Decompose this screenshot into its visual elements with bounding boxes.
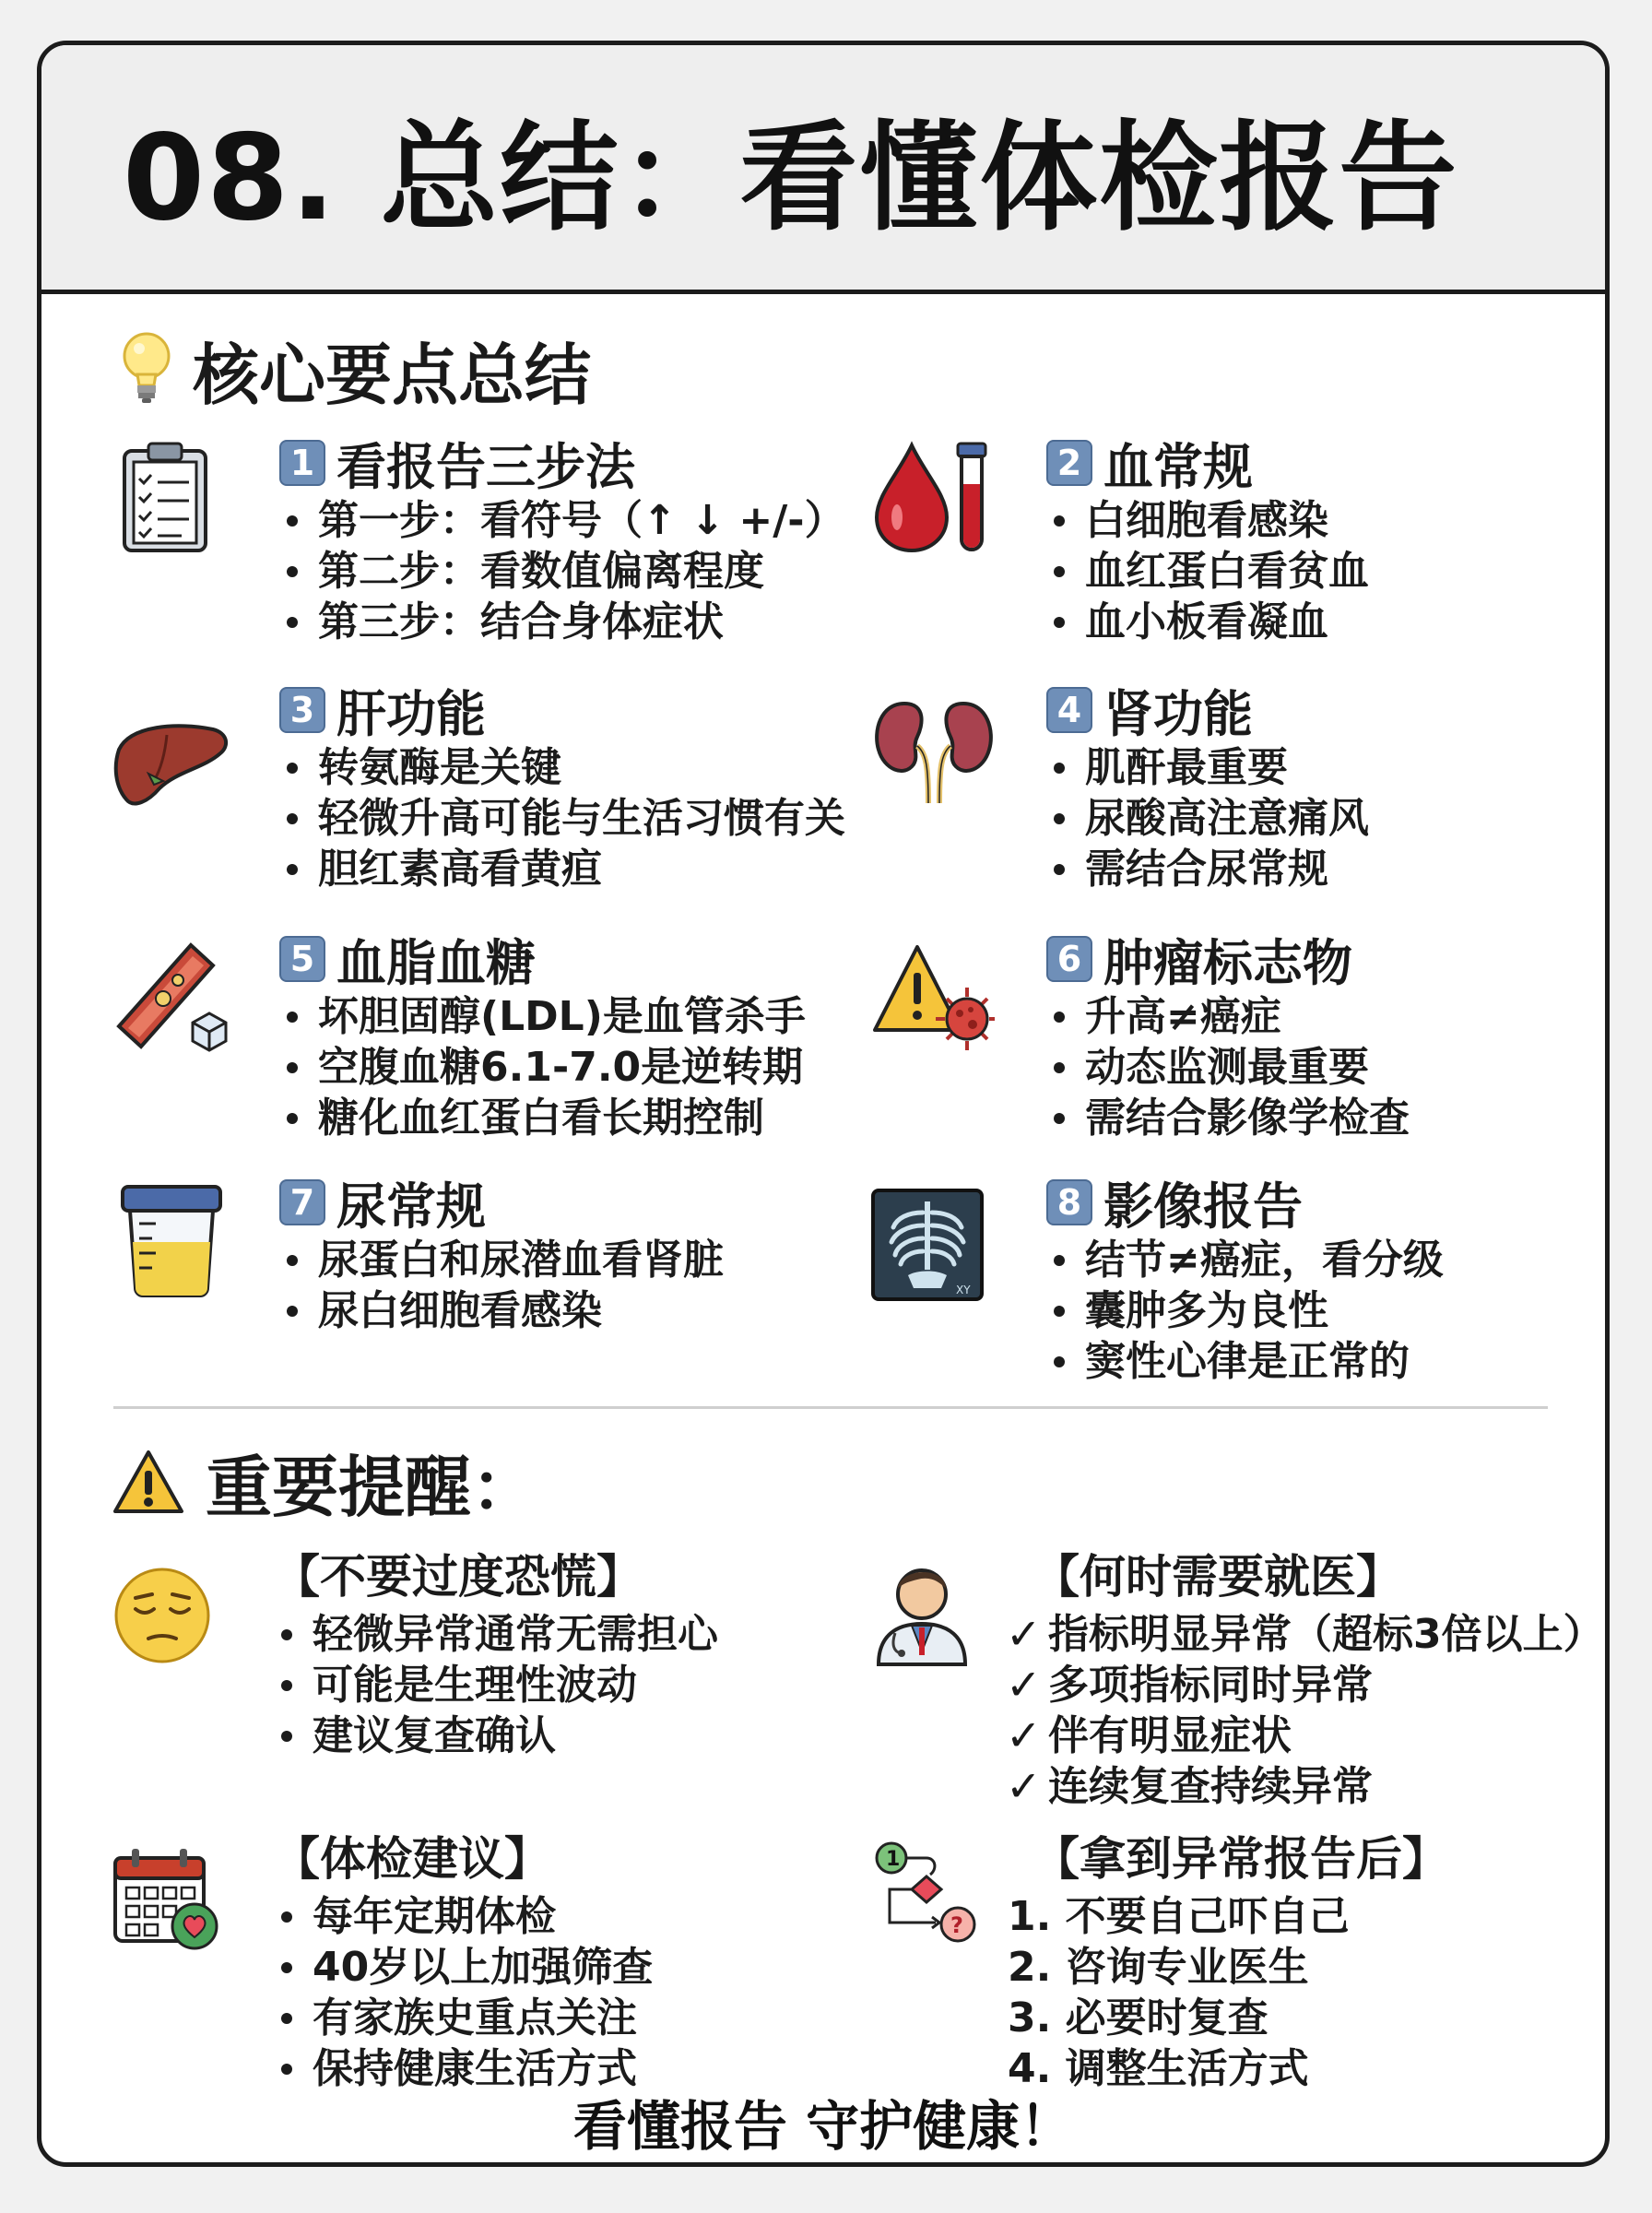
header <box>41 45 1605 294</box>
list-item: 结节≠癌症，看分级 <box>1046 1235 1444 1285</box>
list-item: 4. 调整生活方式 <box>1008 2045 1309 2092</box>
list-item: 建议复查确认 <box>274 1710 718 1761</box>
blood-drop-icon <box>871 440 991 554</box>
list-item: 第二步：看数值偏离程度 <box>279 546 845 597</box>
item-number-badge: 1 <box>279 440 325 486</box>
page-title: 08. 总结：看懂体检报告 <box>123 109 1459 247</box>
item-title: 肝功能 <box>336 684 486 743</box>
reminder-title: 【何时需要就医】 <box>1033 1550 1402 1604</box>
core-section-heading <box>121 322 591 418</box>
list-item: 轻微升高可能与生活习惯有关 <box>279 793 845 844</box>
list-item: 3. 必要时复查 <box>1008 1994 1268 2041</box>
list-item: 2. 咨询专业医生 <box>1008 1944 1309 1991</box>
list-item: 尿蛋白和尿潜血看肾脏 <box>279 1235 724 1285</box>
kidney-icon <box>871 694 997 809</box>
item-number-badge: 6 <box>1046 936 1092 982</box>
list-item: 尿白细胞看感染 <box>279 1285 724 1336</box>
list-item: 血红蛋白看贫血 <box>1046 546 1369 597</box>
list-item: 窦性心律是正常的 <box>1046 1336 1444 1387</box>
clipboard-icon <box>121 440 209 554</box>
svg-text:1: 1 <box>886 1848 901 1871</box>
list-item: 每年定期体检 <box>274 1891 653 1942</box>
reminder-title: 【体检建议】 <box>274 1832 550 1886</box>
item-title: 血常规 <box>1103 437 1253 496</box>
list-item: ✓ 指标明显异常（超标3倍以上） <box>1006 1609 1604 1660</box>
item-title: 肾功能 <box>1103 684 1253 743</box>
item-title: 血脂血糖 <box>336 933 536 992</box>
list-item: 保持健康生活方式 <box>274 2043 653 2094</box>
reminder-title: 【拿到异常报告后】 <box>1033 1832 1448 1886</box>
list-item: 需结合尿常规 <box>1046 844 1369 894</box>
list-item: ✓ 连续复查持续异常 <box>1006 1761 1604 1812</box>
warning-icon <box>112 1449 185 1515</box>
lightbulb-icon <box>121 330 172 409</box>
list-item: 血小板看凝血 <box>1046 597 1369 647</box>
item-number-badge: 7 <box>279 1179 325 1225</box>
warning-cell-icon <box>871 941 997 1056</box>
list-item: 第一步：看符号（↑ ↓ +/-） <box>279 495 845 546</box>
list-item: 有家族史重点关注 <box>274 1993 653 2043</box>
core-section-title: 核心要点总结 <box>193 337 592 414</box>
list-item: 肌酐最重要 <box>1046 742 1369 793</box>
blood-vessel-icon <box>113 938 233 1063</box>
item-number-badge: 2 <box>1046 440 1092 486</box>
doctor-icon <box>871 1556 973 1666</box>
list-item: 动态监测最重要 <box>1046 1042 1410 1093</box>
list-item: 1. 不要自己吓自己 <box>1008 1893 1350 1940</box>
reminders-section-heading <box>112 1434 537 1530</box>
reminders-section-title: 重要提醒： <box>206 1449 538 1526</box>
list-item: 囊肿多为良性 <box>1046 1285 1444 1336</box>
item-number-badge: 5 <box>279 936 325 982</box>
list-item: 转氨酶是关键 <box>279 742 845 793</box>
urine-cup-icon <box>121 1183 222 1297</box>
svg-text:XY: XY <box>956 1284 971 1296</box>
list-item: 坏胆固醇(LDL)是血管杀手 <box>279 991 806 1042</box>
footer-slogan: 看懂报告 守护健康！ <box>572 2095 1074 2158</box>
section-divider <box>113 1406 1548 1409</box>
list-item: 糖化血红蛋白看长期控制 <box>279 1093 806 1143</box>
flowchart-icon <box>871 1838 982 1948</box>
list-item: 白细胞看感染 <box>1046 495 1369 546</box>
xray-icon <box>871 1189 984 1301</box>
list-item: 空腹血糖6.1-7.0是逆转期 <box>279 1042 806 1093</box>
item-title: 尿常规 <box>336 1177 486 1236</box>
list-item: 40岁以上加强筛查 <box>274 1942 653 1993</box>
svg-text:?: ? <box>950 1912 963 1938</box>
list-item: 尿酸高注意痛风 <box>1046 793 1369 844</box>
list-item: ✓ 伴有明显症状 <box>1006 1710 1604 1761</box>
item-number-badge: 4 <box>1046 687 1092 733</box>
item-title: 影像报告 <box>1103 1177 1303 1236</box>
summary-card <box>37 41 1610 2167</box>
calendar-heart-icon <box>112 1847 222 1954</box>
relieved-face-icon <box>112 1565 213 1666</box>
list-item: 第三步：结合身体症状 <box>279 597 845 647</box>
liver-icon <box>112 716 231 818</box>
list-item: ✓ 多项指标同时异常 <box>1006 1660 1604 1710</box>
item-title: 肿瘤标志物 <box>1103 933 1352 992</box>
item-number-badge: 8 <box>1046 1179 1092 1225</box>
list-item: 轻微异常通常无需担心 <box>274 1609 718 1660</box>
list-item: 可能是生理性波动 <box>274 1660 718 1710</box>
list-item: 升高≠癌症 <box>1046 991 1410 1042</box>
reminder-title: 【不要过度恐慌】 <box>274 1550 643 1604</box>
list-item: 胆红素高看黄疸 <box>279 844 845 894</box>
item-title: 看报告三步法 <box>336 437 635 496</box>
item-number-badge: 3 <box>279 687 325 733</box>
list-item: 需结合影像学检查 <box>1046 1093 1410 1143</box>
